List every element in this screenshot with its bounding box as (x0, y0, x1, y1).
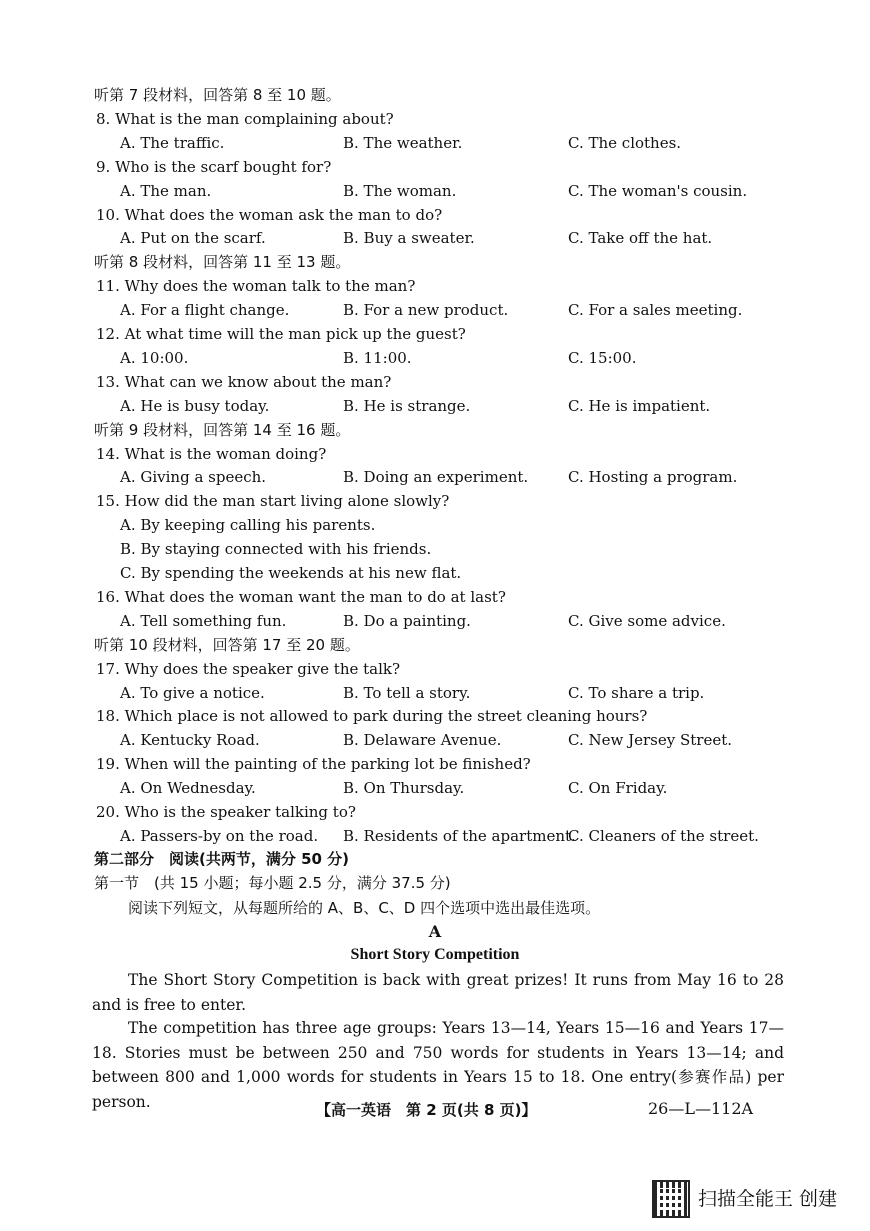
question-stem: 15. How did the man start living alone slowly? (96, 492, 450, 511)
question-stem: 11. Why does the woman talk to the man? (96, 277, 416, 296)
passage-paragraph-1: The Short Story Competition is back with great prizes! It runs from May 16 to 28 and is free to enter. (92, 971, 784, 1014)
footer-code: 26—L—112A (648, 1099, 754, 1118)
answer-option: B. 11:00. (343, 348, 412, 367)
answer-option: A. To give a notice. (120, 683, 265, 702)
answer-option: A. Kentucky Road. (120, 731, 260, 750)
answer-option: C. 15:00. (568, 348, 637, 367)
section-header: 听第 8 段材料，回答第 11 至 13 题。 (94, 253, 351, 272)
question-stem: 16. What does the woman want the man to do at last? (96, 587, 506, 606)
answer-option: B. On Thursday. (343, 779, 465, 798)
answer-option: C. New Jersey Street. (568, 731, 732, 750)
scanner-watermark (652, 1176, 862, 1220)
answer-option: A. Passers-by on the road. (120, 826, 319, 845)
answer-option: C. He is impatient. (568, 396, 711, 415)
answer-option: A. The traffic. (120, 133, 225, 152)
answer-option: B. The weather. (343, 133, 463, 152)
passage-paragraph-2: The competition has three age groups: Years 13—14, Years 15—16 and Years 17—18. Stories must be between 250 and 750 words for students in Years 13—14; and between 800 and 1,000 words for students in Years 15 to 18. One entry(参赛作品) per person. (92, 1019, 784, 1111)
answer-option: C. Hosting a program. (568, 468, 738, 487)
answer-option: C. For a sales meeting. (568, 301, 743, 320)
answer-option: C. The clothes. (568, 133, 682, 152)
section1-heading: 第一节 (共 15 小题；每小题 2.5 分，满分 37.5 分) (94, 874, 451, 892)
answer-option: A. Giving a speech. (120, 468, 267, 487)
question-stem: 8. What is the man complaining about? (96, 109, 394, 128)
answer-option: C. Take off the hat. (568, 229, 713, 248)
section-header: 听第 10 段材料，回答第 17 至 20 题。 (94, 635, 360, 654)
passage-title: Short Story Competition (350, 946, 520, 963)
question-stem: 12. At what time will the man pick up the guest? (96, 325, 466, 343)
answer-option: C. Cleaners of the street. (568, 826, 759, 845)
passage-letter: A (428, 922, 442, 941)
question-stem: 10. What does the woman ask the man to do? (96, 205, 443, 224)
answer-option: A. Tell something fun. (120, 611, 287, 630)
answer-option: A. On Wednesday. (120, 779, 256, 798)
answer-option: A. Put on the scarf. (120, 229, 266, 248)
answer-option: B. Doing an experiment. (343, 468, 529, 487)
answer-option: B. To tell a story. (343, 683, 471, 702)
answer-option: A. By keeping calling his parents. (120, 516, 376, 535)
answer-option: A. 10:00. (120, 348, 189, 367)
answer-option: C. The woman's cousin. (568, 181, 748, 200)
answer-option: A. The man. (120, 181, 212, 200)
answer-option: B. Do a painting. (343, 611, 471, 630)
answer-option: B. Residents of the apartment. (343, 826, 576, 845)
answer-option: B. Buy a sweater. (343, 229, 475, 248)
answer-option: B. He is strange. (343, 396, 471, 415)
section-header: 听第 9 段材料，回答第 14 至 16 题。 (94, 420, 351, 439)
question-stem: 20. Who is the speaker talking to? (96, 803, 356, 821)
question-stem: 17. Why does the speaker give the talk? (96, 659, 401, 678)
question-stem: 13. What can we know about the man? (96, 372, 392, 391)
answer-option: C. To share a trip. (568, 683, 705, 702)
scanner-text: 扫描全能王 创建 (698, 1188, 838, 1210)
answer-option: C. By spending the weekends at his new flat. (120, 564, 462, 582)
answer-option: B. By staying connected with his friends. (120, 540, 432, 559)
answer-option: C. Give some advice. (568, 611, 726, 630)
answer-option: B. Delaware Avenue. (343, 731, 502, 750)
section-header: 听第 7 段材料，回答第 8 至 10 题。 (94, 86, 341, 104)
qr-code-icon (652, 1180, 690, 1218)
footer-page-label: 【高一英语 第 2 页(共 8 页)】 (316, 1101, 537, 1119)
question-stem: 9. Who is the scarf bought for? (96, 157, 332, 176)
question-stem: 18. Which place is not allowed to park during the street cleaning hours? (96, 707, 648, 726)
question-stem: 19. When will the painting of the parking lot be finished? (96, 755, 531, 774)
answer-option: B. The woman. (343, 181, 457, 200)
question-stem: 14. What is the woman doing? (96, 444, 327, 463)
reading-instruction: 阅读下列短文，从每题所给的 A、B、C、D 四个选项中选出最佳选项。 (128, 899, 601, 917)
answer-option: A. For a flight change. (120, 301, 290, 320)
part2-title: 第二部分 阅读(共两节，满分 50 分) (94, 850, 350, 868)
answer-option: A. He is busy today. (120, 396, 270, 415)
answer-option: C. On Friday. (568, 779, 668, 798)
answer-option: B. For a new product. (343, 301, 509, 320)
